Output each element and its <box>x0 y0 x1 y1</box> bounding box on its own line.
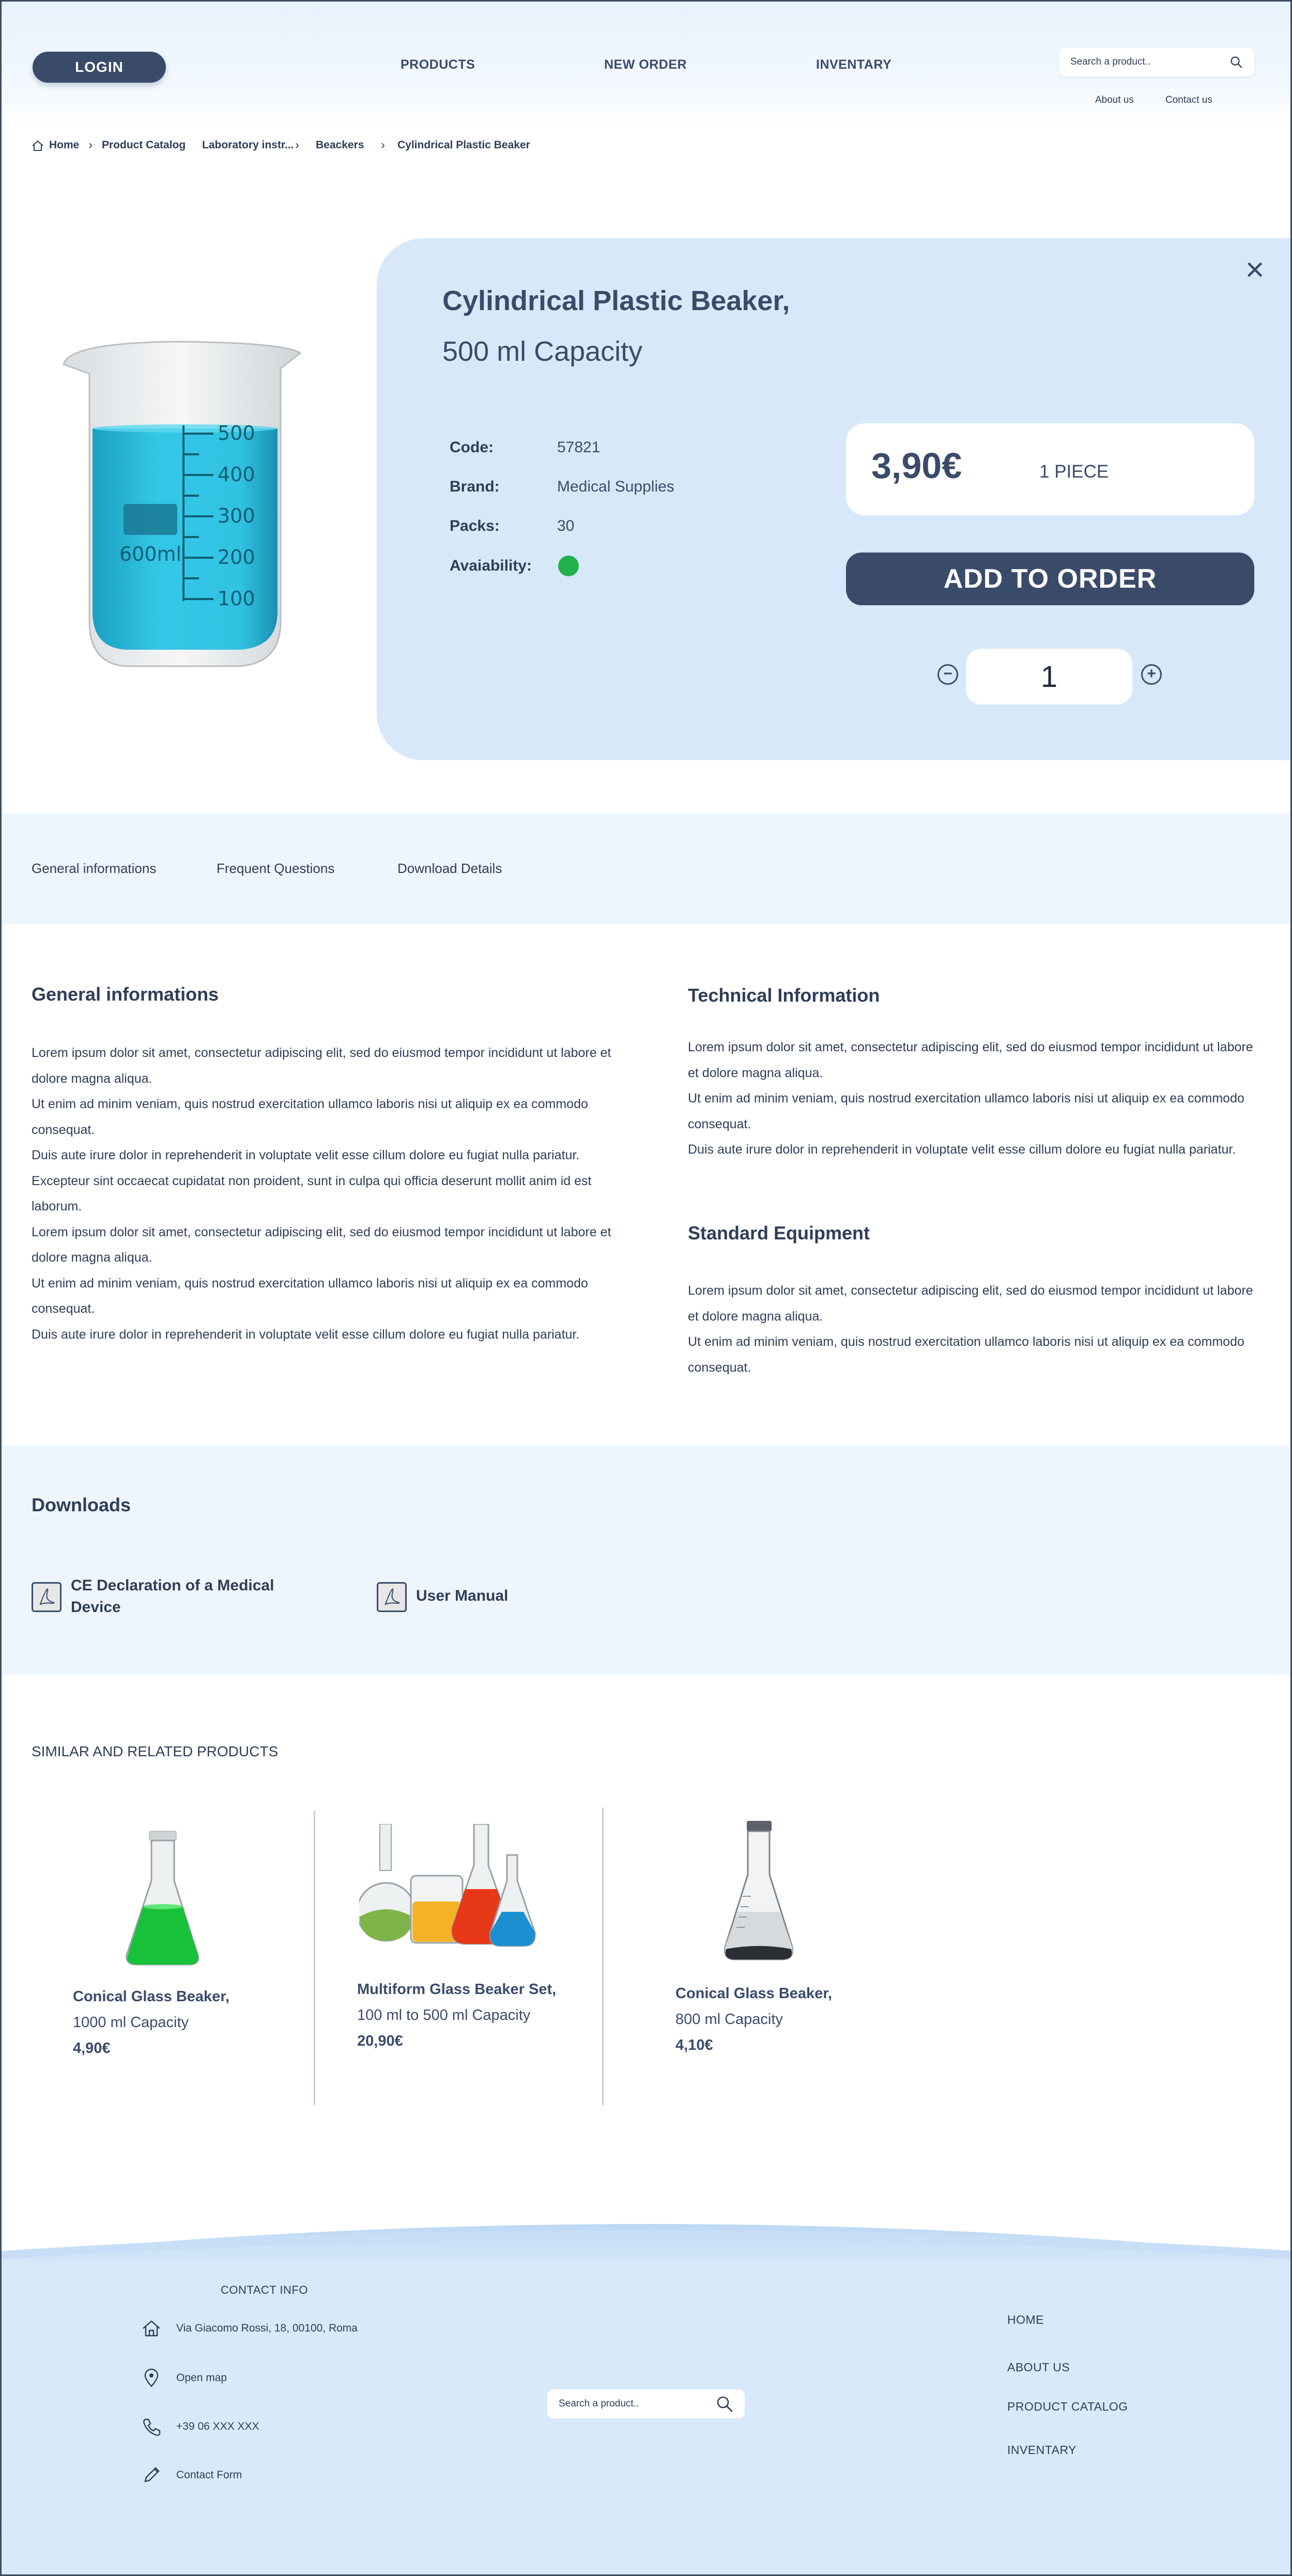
add-to-order-button[interactable]: ADD TO ORDER <box>846 553 1254 605</box>
general-text <box>32 1040 626 1347</box>
related-capacity: 1000 ml Capacity <box>73 2014 189 2031</box>
download-label: User Manual <box>416 1587 509 1604</box>
chevron-right-icon: › <box>295 138 299 152</box>
availability-label: Avaiability: <box>450 557 532 574</box>
tabs-bar <box>2 813 1292 924</box>
product-thumbnail[interactable] <box>121 1829 204 1969</box>
contact-us-link[interactable]: Contact us <box>1165 95 1212 105</box>
related-name[interactable]: Conical Glass Beaker, <box>675 1985 833 2002</box>
general-paragraph: Excepteur sint occaecat cupidatat non proident, sunt in culpa qui officia deserunt mollit anim id est laborum. <box>32 1173 592 1214</box>
beaker-label-500: 500 <box>218 422 255 444</box>
product-thumbnail[interactable] <box>720 1819 797 1964</box>
tab-download-details[interactable]: Download Details <box>397 861 502 876</box>
code-label: Code: <box>450 439 494 456</box>
related-name[interactable]: Multiform Glass Beaker Set, <box>357 1981 557 1998</box>
unit-label: 1 PIECE <box>1039 462 1109 482</box>
standard-text <box>688 1278 1256 1381</box>
breadcrumb-subcategory[interactable]: Beackers <box>316 139 364 151</box>
tab-frequent-questions[interactable]: Frequent Questions <box>217 861 335 876</box>
product-title: Cylindrical Plastic Beaker, <box>442 285 790 316</box>
pdf-icon[interactable] <box>377 1582 407 1612</box>
technical-paragraph: Lorem ipsum dolor sit amet, consectetur adipiscing elit, sed do eiusmod tempor incididunt ut labore et dolore magna aliqua. <box>688 1040 1253 1080</box>
downloads-section <box>2 1446 1292 1675</box>
related-price: 4,90€ <box>73 2040 111 2057</box>
pdf-icon[interactable] <box>32 1582 61 1612</box>
brand-label: Brand: <box>450 478 500 495</box>
login-button[interactable]: LOGIN <box>33 52 166 83</box>
tab-general-informations[interactable]: General informations <box>32 861 157 876</box>
standard-paragraph: Ut enim ad minim veniam, quis nostrud exercitation ullamco laboris nisi ut aliquip ex ea commodo consequat. <box>688 1335 1244 1375</box>
breadcrumb-catalog[interactable]: Product Catalog <box>102 139 186 151</box>
header-search[interactable] <box>1059 48 1254 76</box>
phone-number[interactable]: +39 06 XXX XXX <box>176 2420 259 2432</box>
technical-title: Technical Information <box>688 985 880 1006</box>
standard-paragraph: Lorem ipsum dolor sit amet, consectetur adipiscing elit, sed do eiusmod tempor incididunt ut labore et dolore magna aliqua. <box>688 1283 1253 1324</box>
footer-link-catalog[interactable]: PRODUCT CATALOG <box>1007 2400 1128 2413</box>
general-paragraph: Duis aute irure dolor in reprehenderit in voluptate velit esse cillum dolore eu fugiat nulla pariatur. <box>32 1148 580 1162</box>
brand-value: Medical Supplies <box>557 478 674 495</box>
phone-icon <box>140 2415 163 2438</box>
download-label: Device <box>71 1599 121 1616</box>
search-icon[interactable] <box>716 2395 733 2413</box>
related-capacity: 800 ml Capacity <box>675 2011 783 2028</box>
beaker-label-100: 100 <box>218 587 255 610</box>
plus-icon[interactable]: + <box>1141 664 1162 685</box>
footer-link-home[interactable]: HOME <box>1007 2313 1044 2326</box>
beaker-label-capacity: 600ml <box>119 543 182 565</box>
standard-title: Standard Equipment <box>688 1222 870 1244</box>
related-price: 20,90€ <box>357 2033 403 2049</box>
breadcrumb <box>32 139 600 155</box>
chevron-right-icon: › <box>381 138 385 152</box>
breadcrumb-category[interactable]: Laboratory instr... <box>202 139 294 151</box>
availability-indicator <box>558 556 579 576</box>
download-ce-declaration[interactable] <box>71 1575 274 1618</box>
general-paragraph: Ut enim ad minim veniam, quis nostrud exercitation ullamco laboris nisi ut aliquip ex ea commodo consequat. <box>32 1276 588 1316</box>
minus-icon[interactable]: − <box>937 664 958 685</box>
search-input[interactable]: Search a product.. <box>1070 56 1151 67</box>
general-title: General informations <box>32 984 219 1005</box>
footer-search-input[interactable]: Search a product.. <box>559 2398 639 2409</box>
general-paragraph: Duis aute irure dolor in reprehenderit in voluptate velit esse cillum dolore eu fugiat nulla pariatur. <box>32 1327 580 1342</box>
map-pin-icon <box>140 2367 163 2389</box>
home-icon <box>140 2317 163 2340</box>
contact-form-link[interactable]: Contact Form <box>176 2469 242 2481</box>
close-icon[interactable]: × <box>1245 251 1265 288</box>
related-capacity: 100 ml to 500 ml Capacity <box>357 2007 531 2023</box>
search-icon[interactable] <box>1229 55 1243 69</box>
general-paragraph: Ut enim ad minim veniam, quis nostrud exercitation ullamco laboris nisi ut aliquip ex ea commodo consequat. <box>32 1097 588 1137</box>
technical-paragraph: Duis aute irure dolor in reprehenderit in voluptate velit esse cillum dolore eu fugiat nulla pariatur. <box>688 1142 1236 1157</box>
packs-label: Packs: <box>450 517 500 534</box>
footer-link-about[interactable]: ABOUT US <box>1007 2360 1070 2374</box>
related-title: SIMILAR AND RELATED PRODUCTS <box>32 1743 279 1759</box>
related-price: 4,10€ <box>675 2037 713 2053</box>
general-paragraph: Lorem ipsum dolor sit amet, consectetur adipiscing elit, sed do eiusmod tempor incididunt ut labore et dolore magna aliqua. <box>32 1224 611 1265</box>
nav-products[interactable]: PRODUCTS <box>401 57 475 72</box>
pencil-icon <box>140 2464 163 2487</box>
chevron-right-icon: › <box>88 138 93 152</box>
nav-new-order[interactable]: NEW ORDER <box>604 57 687 72</box>
divider <box>314 1811 315 2105</box>
footer-link-inventary[interactable]: INVENTARY <box>1007 2443 1077 2457</box>
general-paragraph: Lorem ipsum dolor sit amet, consectetur adipiscing elit, sed do eiusmod tempor incididunt ut labore et dolore magna aliqua. <box>32 1046 611 1086</box>
address: Via Giacomo Rossi, 18, 00100, Roma <box>176 2322 358 2334</box>
beaker-label-400: 400 <box>218 463 255 486</box>
packs-value: 30 <box>557 517 575 534</box>
home-icon[interactable] <box>32 140 44 151</box>
product-image <box>53 332 312 673</box>
contact-info-title: CONTACT INFO <box>221 2283 308 2296</box>
beaker-label-300: 300 <box>218 504 255 527</box>
beaker-label-200: 200 <box>218 546 255 569</box>
product-subtitle: 500 ml Capacity <box>442 336 643 367</box>
download-label: CE Declaration of a Medical <box>71 1577 274 1594</box>
nav-inventary[interactable]: INVENTARY <box>816 57 892 72</box>
technical-text <box>688 1035 1256 1163</box>
technical-paragraph: Ut enim ad minim veniam, quis nostrud exercitation ullamco laboris nisi ut aliquip ex ea commodo consequat. <box>688 1091 1244 1131</box>
about-us-link[interactable]: About us <box>1095 95 1134 105</box>
code-value: 57821 <box>557 439 601 456</box>
product-thumbnail[interactable] <box>359 1824 545 1948</box>
breadcrumb-home[interactable]: Home <box>49 139 80 151</box>
related-name[interactable]: Conical Glass Beaker, <box>73 1988 230 2005</box>
price: 3,90€ <box>871 446 962 486</box>
divider <box>602 1807 604 2105</box>
downloads-title: Downloads <box>32 1494 131 1515</box>
footer-search[interactable] <box>547 2389 745 2418</box>
open-map-link[interactable]: Open map <box>176 2372 227 2384</box>
quantity-input[interactable]: 1 <box>966 649 1132 704</box>
breadcrumb-current: Cylindrical Plastic Beaker <box>397 139 530 151</box>
download-user-manual[interactable] <box>416 1585 508 1607</box>
